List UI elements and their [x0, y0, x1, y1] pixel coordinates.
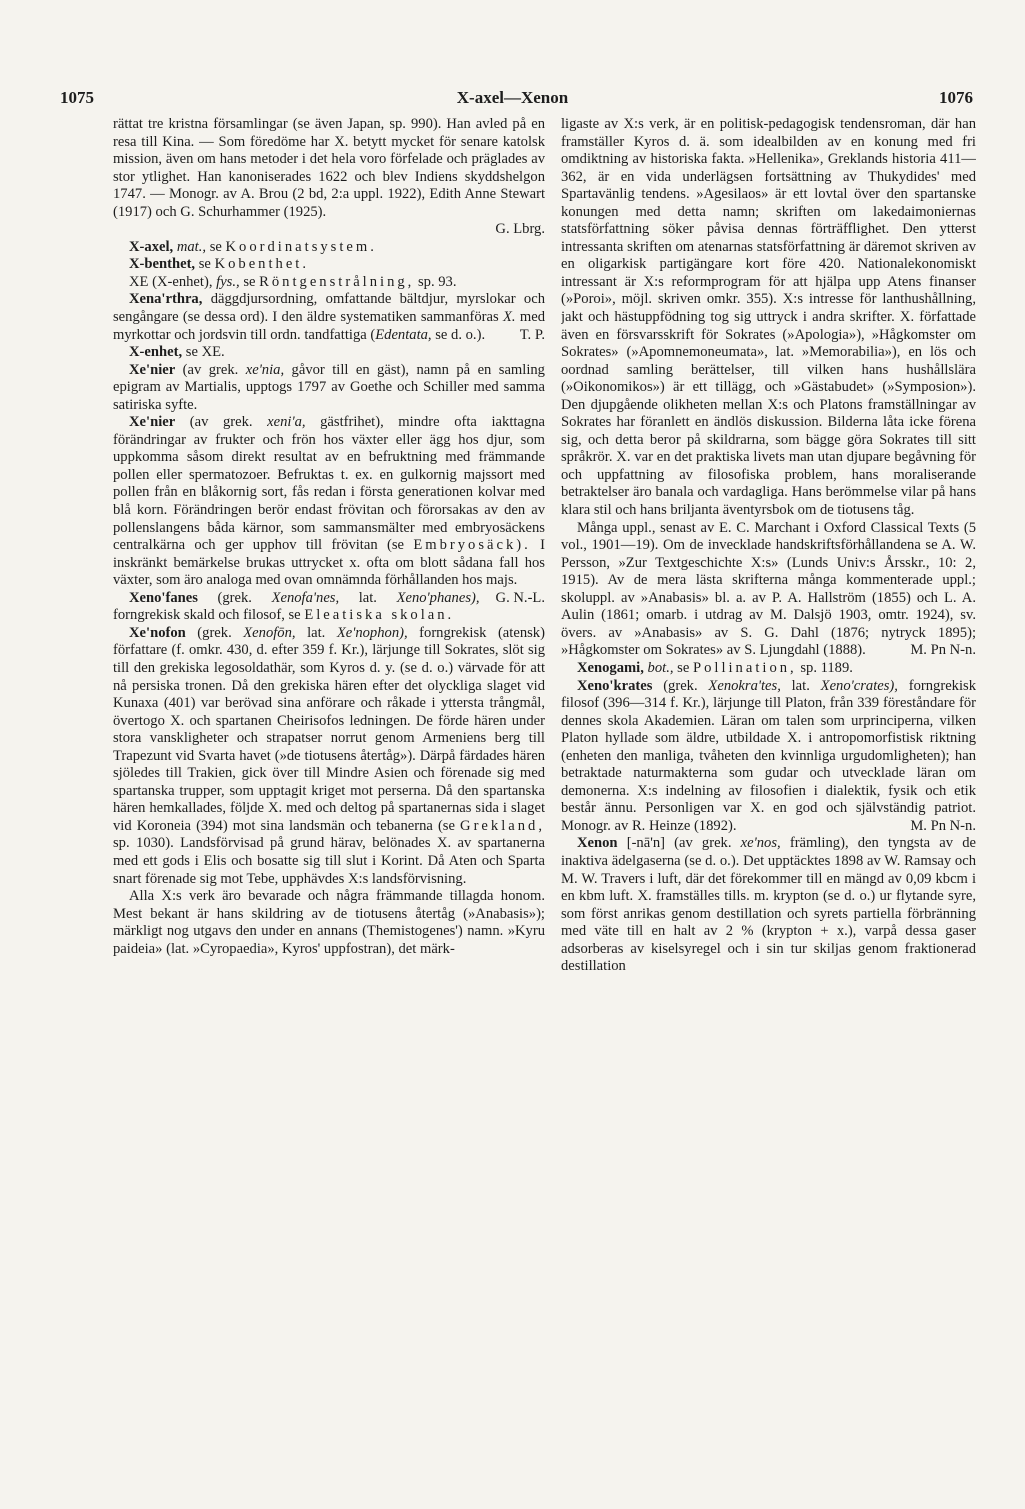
- headword: Xe'nier: [129, 361, 176, 378]
- left-page-number: 1075: [60, 88, 94, 107]
- paragraph-manga-uppl: Många uppl., senast av E. C. Marchant i Oxford Classical Texts (5 vol., 1901—19). Om de invecklade handskriftsförhållandena se A. W. Persson, »Zur Textgeschichte X:s» (Lunds Univ:s Årsskr., 10: 2, 1915). Av de mera lästa skrifterna många kommenterade uppl.; skoluppl. av »Anabasis» bl. a. av P. A. Hallström (1855) och L. A. Aulin (1861; omarb. i utdrag av M. Dalsjö 1903, omtr. 1924), sv. övers. av »Anabasis» av S. G. Dahl (1876; nytryck 1895); »Hågkomster om Sokrates» av S. Ljungdahl (1888). M. Pn N-n.: [561, 519, 976, 659]
- cross-reference: Grekland,: [460, 817, 545, 834]
- headword: X-enhet,: [129, 344, 183, 361]
- cross-reference: Röntgenstrålning,: [259, 273, 415, 290]
- headword: X-axel,: [129, 238, 174, 255]
- cross-reference: Kobenthet.: [214, 256, 310, 273]
- right-page-number: 1076: [939, 88, 973, 107]
- headword: X-benthet,: [129, 256, 196, 273]
- page-header: [0, 88, 1025, 112]
- paragraph-alla-xs-verk: Alla X:s verk äro bevarade och några främmande tillagda honom. Mest bekant är hans skildring av de tiotusens återtåg (»Anabasis»); märkligt nog utgavs den under en annans (Themistogenes') namn. »Kyru paideia» (lat. »Cyropaedia», Kyros' uppfostran), det märk-: [113, 888, 545, 957]
- entry-xe: XE (X-enhet), fys., se Röntgenstrålning, sp. 93.: [129, 273, 457, 290]
- headword: Xeno'krates: [577, 677, 653, 694]
- headword: Xeno'fanes: [129, 589, 198, 606]
- headword: XE (X-enhet),: [129, 273, 213, 290]
- entry-xenarthra: Xena'rthra, däggdjursordning, omfattande bältdjur, myrslokar och sengångare (se dessa ord). I den äldre systematiken sammanföras X. med myrkottar och jordsvin till ordn. tandfattiga (Edentata, se d. o.). T. P.: [113, 291, 545, 343]
- left-column: [113, 116, 545, 1396]
- entry-xenogami: Xenogami, bot., se Pollination, sp. 1189.: [577, 659, 853, 676]
- entry-xavier-continued: rättat tre kristna församlingar (se även Japan, sp. 990). Han avled på en resa till Kina. — Som föredöme har X. betytt mycket för senare katolsk mission, även om hans metoder i det hela voro förfelade och präglades av stor ytlighet. Han kanoniserades 1622 och blev Indiens skyddshelgon 1747. — Monogr. av A. Brou (2 bd, 2:a uppl. 1922), Edith Anne Stewart (1917) och G. Schurhammer (1925). G. Lbrg.: [113, 116, 545, 238]
- entry-x-benthet: X-benthet, se Kobenthet.: [129, 256, 310, 273]
- cross-reference: Pollination,: [692, 659, 797, 676]
- entry-xenofanes: Xeno'fanes (grek. Xenofa'nes, lat. Xeno'phanes), forngrekisk skald och filosof, se Eleatiska skolan.: [113, 589, 480, 624]
- entry-x-enhet: X-enhet, se XE.: [129, 344, 225, 361]
- headword: Xe'nier: [129, 414, 176, 431]
- entry-x-axel: X-axel, mat., se Koordinatsystem.: [129, 238, 377, 255]
- entry-xenon: Xenon [-nā'n] (av grek. xe'nos, främling), den tyngsta av de inaktiva ädelgaserna (se d. o.). Det upptäcktes 1898 av W. Ramsay och M. W. Travers i luft, där det förekommer till en mängd av 0,09 kbcm i en kbm luft. X. framställes tills. m. krypton (se d. o.) ur flytande syre, som först anrikas genom destillation och syrets partiella förbränning med väte till en halt av 2 % (krypton + x.), varpå dessa gaser adsorberas av kiselsyregel och i sin tur skiljas genom fraktionerad destillation: [561, 835, 976, 975]
- right-column: [561, 116, 976, 1396]
- signature: G. N.-L.: [495, 589, 545, 606]
- headword: Xena'rthra,: [129, 291, 203, 308]
- entry-xenier-1: Xe'nier (av grek. xe'nia, gåvor till en gäst), namn på en samling epigram av Martialis, upptogs 1797 av Goethe och Schiller med samma satiriska syfte.: [113, 361, 545, 413]
- paragraph-xenofon-continued: ligaste av X:s verk, är en politisk-pedagogisk tendensroman, där han framställer Kyros d. ä. som idealbilden av en konung med fri omdiktning av historiska fakta. »Hellenika», Greklands historia 411—362, är en vida underlägsen fortsättning av Thukydides' med Spartavänlig tendens. »Agesilaos» är ett lovtal över den spartanske konungen med detta namn; skriften om lakedaimoniernas statsförfattning söker påvisa dennas förträfflighet. Den ytterst intressanta skriften om atenarnas statsförfattning är däremot skriven av en oligarkisk partigängare kort före 420. Nationalekonomiskt intressant är X:s reformprogram för att hjälpa upp Atens finanser (»Poroi», möjl. skriven omkr. 355). X:s intresse för lanthushållning, jakt och hästuppfödning tog sig uttryck i andra skrifter. X. författade även en försvarsskrift för Sokrates (»Apologia»), »Hågkomster om Sokrates» (»Apomnemoneumata», lat. »Memorabilia»), en lös och oordnad samling berättelser, till vilken hans hushållslära (»Oikonomikos») är ett tillägg, och »Gästabudet» (»Symposion»). Den djupgående olikheten mellan X:s och Platons framställningar av Sokrates har föranlett en ändlös diskussion. Bilderna låta icke förena sig, och detta beror på skildrarna, som bägge göra Sokrates till sitt språkrör. X. var en det praktiska livets man utan djupare begåvning för och uppfattning av filosofiska problem, hans moraliserande betraktelser äro banala och vardagliga. Hans berömmelse vilar på hans klara stil och hans briljanta äventyrsbok om de tiotusens tåg.: [561, 116, 976, 519]
- signature: T. P.: [519, 326, 545, 343]
- cross-reference: Eleatiska skolan.: [304, 607, 455, 624]
- signature: M. Pn N-n.: [910, 817, 976, 834]
- signature: G. Lbrg.: [495, 221, 545, 238]
- entry-xenokrates: Xeno'krates (grek. Xenokra'tes, lat. Xeno'crates), forngrekisk filosof (396—314 f. Kr.), lärjunge till Platon, från 339 föreståndare för dennes skola Akademien. Läran om talen som urprinciperna, vilken Platon hyllade som äldre, utbildade X. i antropomorfistisk riktning (enheten den manliga, tvåheten den kvinnliga urgudomligheten); han betraktade naturmakterna som gudar och utvecklade läran om demonerna. X:s indelning av filosofien i dialektik, fysik och etik består ännu. Personligen var X. en god och självständig patriot. Monogr. av R. Heinze (1892). M. Pn N-n.: [561, 677, 976, 834]
- headword: Xenon: [577, 835, 618, 852]
- entry-xenofon: Xe'nofon (grek. Xenofōn, lat. Xe'nophon), forngrekisk (atensk) författare (f. omkr. 430, d. efter 359 f. Kr.), lärjunge till Sokrates, slöt sig till den grekiska legosoldathär, som Kyros d. y. (se d. o.) värvade för att nå persiska tronen. Då den grekiska hären efter det olyckliga slaget vid Kunaxa (401) var berövad sina anförare och råkade i yttersta trångmål, övertogo X. och spartanen Cheirisofos ledningen. De förde hären under stora vanskligheter och strapatser norrut genom Armeniens berg till Trapezunt vid Svarta havet (»de tiotusens återtåg»). Därpå färdades hären sjöledes till Trakien, gick över till Mindre Asien och förenade sig med spartanska trupper, som upptagit kriget mot perserna. Då den spartanska hären hemkallades, följde X. med och deltog på spartanernas sida i slaget vid Koroneia (394) mot sina landsmän och tebanerna (se Grekland, sp. 1030). Landsförvisad på grund härav, belönades X. av spartanerna med ett gods i Elis och bosatte sig till slut i Korint. Då Aten och Sparta snart förenade sig mot Tebe, upphävdes X:s landsförvisning.: [113, 624, 545, 887]
- headword: Xenogami,: [577, 659, 644, 676]
- cross-reference: Koordinatsystem.: [225, 238, 377, 255]
- entry-xenier-2: Xe'nier (av grek. xeni'a, gästfrihet), mindre ofta iakttagna förändringar av frukter och frön hos växter eller ägg hos djur, som uppkomma såsom direkt resultat av en befruktning med främmande pollen eller spermatozoer. Befruktas t. ex. en gulkornig majssort med pollen från en blåkornig sort, fås redan i första generationen kolvar med blå korn. Förändringen berör endast frövitan och förorsakas av den av pollenslangens båda kärnor, som sammansmälter med embryosäckens centralkärna och ger upphov till frövitan (se Embryosäck). I inskränkt bemärkelse brukas uttrycket x. ofta om blott sådana fall hos växter, som äro analoga med ovan omnämnda förhållanden hos majs. G. N.-L.: [113, 414, 545, 606]
- headword: Xe'nofon: [129, 624, 186, 641]
- running-title: X-axel—Xenon: [456, 88, 569, 107]
- signature: M. Pn N-n.: [910, 642, 976, 659]
- cross-reference: Embryosäck).: [413, 537, 531, 554]
